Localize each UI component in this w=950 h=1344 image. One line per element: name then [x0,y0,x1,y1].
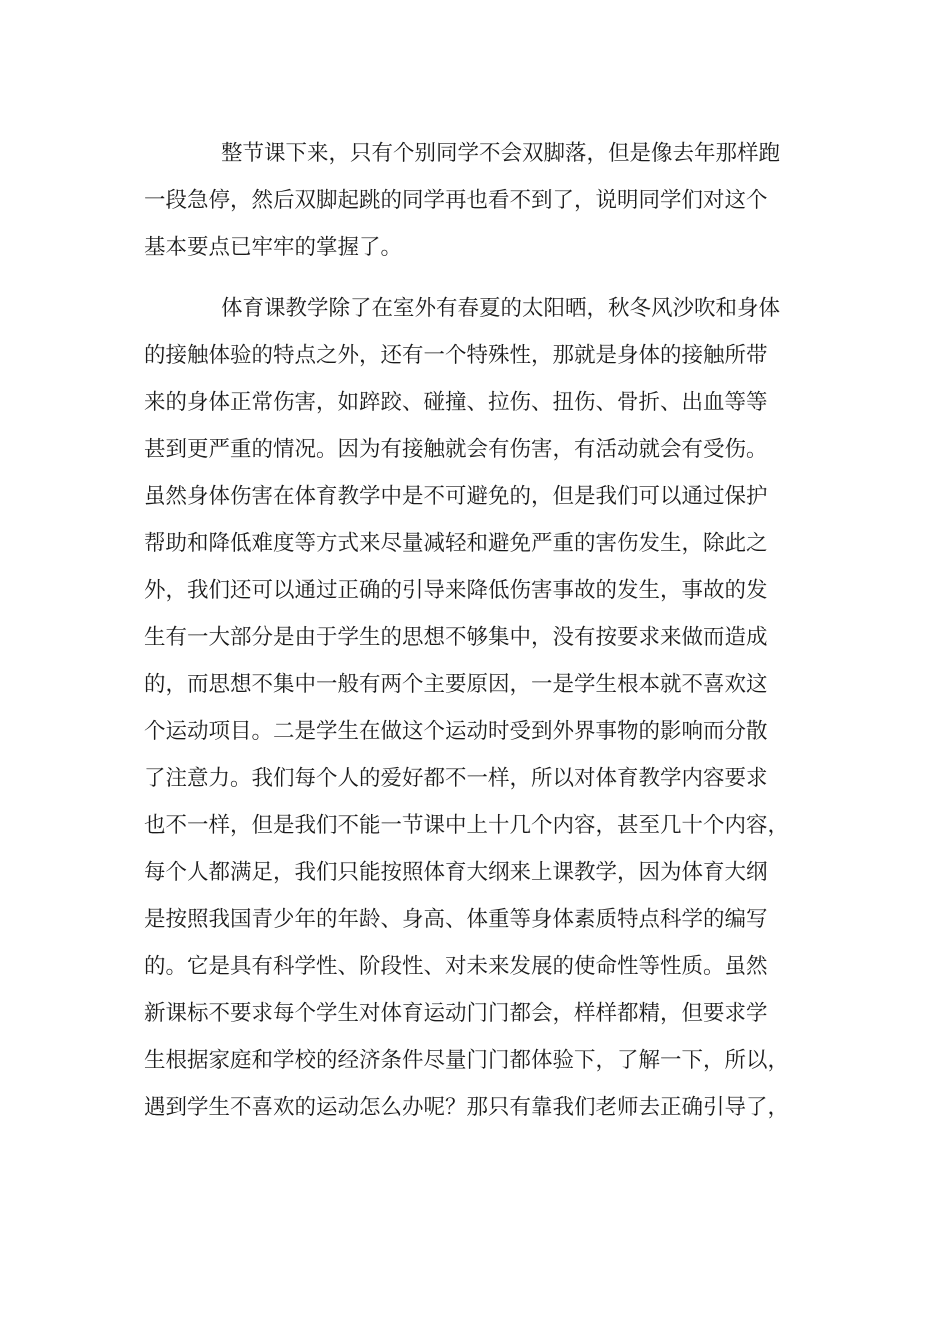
text-line: 帮助和降低难度等方式来尽量减轻和避免严重的害伤发生，除此之 [144,531,768,556]
text-line: 每个人都满足，我们只能按照体育大纲来上课教学，因为体育大纲 [144,860,768,885]
text-line: 个运动项目。二是学生在做这个运动时受到外界事物的影响而分散 [144,719,768,744]
paragraph-2 [144,285,806,1131]
text-line: 新课标不要求每个学生对体育运动门门都会，样样都精，但要求学 [144,1001,768,1026]
text-line: 的接触体验的特点之外，还有一个特殊性，那就是身体的接触所带 [144,343,768,368]
body-text [144,130,806,1131]
text-line: 一段急停，然后双脚起跳的同学再也看不到了，说明同学们对这个 [144,188,768,213]
text-line: 整节课下来，只有个别同学不会双脚落，但是像去年那样跑 [221,141,781,166]
text-line: 基本要点已牢牢的掌握了。 [144,235,403,260]
text-line: 体育课教学除了在室外有春夏的太阳晒，秋冬风沙吹和身体 [221,296,781,321]
text-line: 的，而思想不集中一般有两个主要原因，一是学生根本就不喜欢这 [144,672,768,697]
text-line: 是按照我国青少年的年龄、身高、体重等身体素质特点科学的编写 [144,907,768,932]
paragraph-spacer [144,271,806,285]
paragraph-1 [144,130,806,271]
text-line: 了注意力。我们每个人的爱好都不一样，所以对体育教学内容要求 [144,766,768,791]
text-line: 生有一大部分是由于学生的思想不够集中，没有按要求来做而造成 [144,625,768,650]
text-line: 的。它是具有科学性、阶段性、对未来发展的使命性等性质。虽然 [144,954,768,979]
text-line: 外，我们还可以通过正确的引导来降低伤害事故的发生，事故的发 [144,578,768,603]
text-line: 遇到学生不喜欢的运动怎么办呢？那只有靠我们老师去正确引导了， [144,1095,790,1120]
text-line: 也不一样，但是我们不能一节课中上十几个内容，甚至几十个内容， [144,813,790,838]
text-line: 虽然身体伤害在体育教学中是不可避免的，但是我们可以通过保护 [144,484,768,509]
text-line: 甚到更严重的情况。因为有接触就会有伤害，有活动就会有受伤。 [144,437,768,462]
text-line: 来的身体正常伤害，如踤跤、碰撞、拉伤、扭伤、骨折、出血等等 [144,390,768,415]
text-line: 生根据家庭和学校的经济条件尽量门门都体验下，了解一下，所以， [144,1048,790,1073]
